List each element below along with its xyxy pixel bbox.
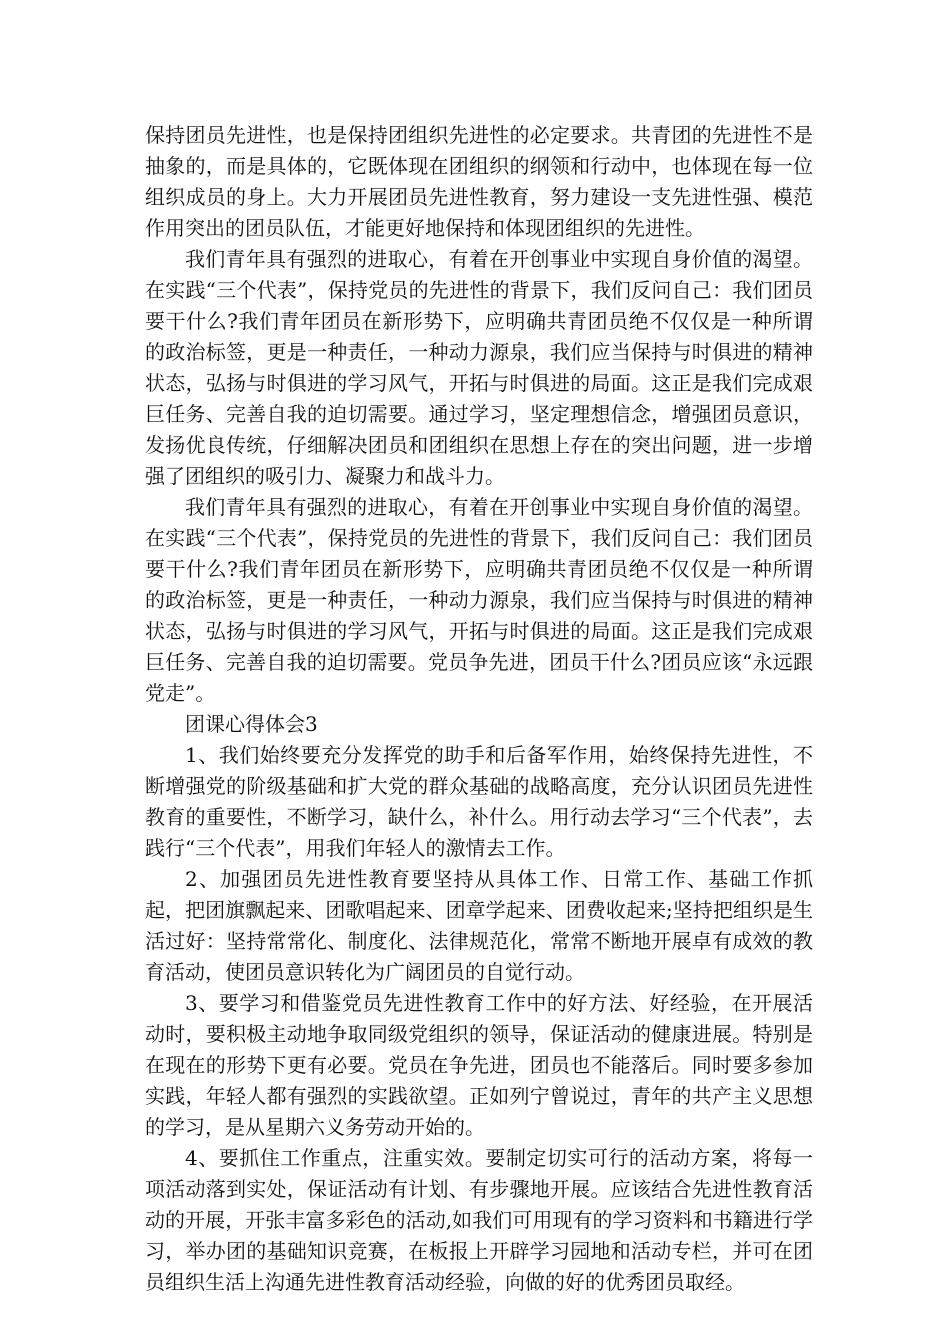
numbered-paragraph-2: 2、加强团员先进性教育要坚持从具体工作、日常工作、基础工作抓起，把团旗飘起来、团歌唱起来、团章学起来、团费收起来;坚持把组织是生活过好：坚持常常化、制度化、法律规范化，常常不断地开展卓有成效的教育活动，使团员意识转化为广阔团员的自觉行动。 (145, 867, 813, 984)
numbered-paragraph-4: 4、要抓住工作重点，注重实效。要制定切实可行的活动方案，将每一项活动落到实处，保证活动有计划、有步骤地开展。应该结合先进性教育活动的开展，开张丰富多彩色的活动,如我们可用现有的学习资料和书籍进行学习，举办团的基础知识竞赛，在板报上开辟学习园地和活动专栏，并可在团员组织生活上沟通先进性教育活动经验，向做的好的优秀团员取经。 (145, 1146, 813, 1294)
section-heading: 团课心得体会3 (185, 712, 318, 736)
numbered-paragraph-3: 3、要学习和借鉴党员先进性教育工作中的好方法、好经验，在开展活动时，要积极主动地争取同级党组织的领导，保证活动的健康进展。特别是在现在的形势下更有必要。党员在争先进，团员也不能落后。同时要多参加实践，年轻人都有强烈的实践欲望。正如列宁曾说过，青年的共产主义思想的学习，是从星期六义务劳动开始的。 (145, 991, 813, 1139)
paragraph-continued: 保持团员先进性，也是保持团组织先进性的必定要求。共青团的先进性不是抽象的，而是具体的，它既体现在团组织的纲领和行动中，也体现在每一位组织成员的身上。大力开展团员先进性教育，努力建设一支先进性强、模范作用突出的团员队伍，才能更好地保持和体现团组织的先进性。 (145, 123, 813, 240)
numbered-paragraph-1: 1、我们始终要充分发挥党的助手和后备军作用，始终保持先进性，不断增强党的阶级基础和扩大党的群众基础的战略高度，充分认识团员先进性教育的重要性，不断学习，缺什么，补什么。用行动去学习“三个代表”，去践行“三个代表”，用我们年轻人的激情去工作。 (145, 743, 813, 860)
paragraph: 我们青年具有强烈的进取心，有着在开创事业中实现自身价值的渴望。在实践“三个代表”，保持党员的先进性的背景下，我们反问自己：我们团员要干什么?我们青年团员在新形势下，应明确共青团员绝不仅仅是一种所谓的政治标签，更是一种责任，一种动力源泉，我们应当保持与时俱进的精神状态，弘扬与时俱进的学习风气，开拓与时俱进的局面。这正是我们完成艰巨任务、完善自我的迫切需要。党员争先进，团员干什么?团员应该“永远跟党走”。 (145, 495, 813, 705)
document-body (145, 120, 813, 1298)
paragraph: 我们青年具有强烈的进取心，有着在开创事业中实现自身价值的渴望。在实践“三个代表”，保持党员的先进性的背景下，我们反问自己：我们团员要干什么?我们青年团员在新形势下，应明确共青团员绝不仅仅是一种所谓的政治标签，更是一种责任，一种动力源泉，我们应当保持与时俱进的精神状态，弘扬与时俱进的学习风气，开拓与时俱进的局面。这正是我们完成艰巨任务、完善自我的迫切需要。通过学习，坚定理想信念，增强团员意识，发扬优良传统，仔细解决团员和团组织在思想上存在的突出问题，进一步增强了团组织的吸引力、凝聚力和战斗力。 (145, 247, 813, 488)
